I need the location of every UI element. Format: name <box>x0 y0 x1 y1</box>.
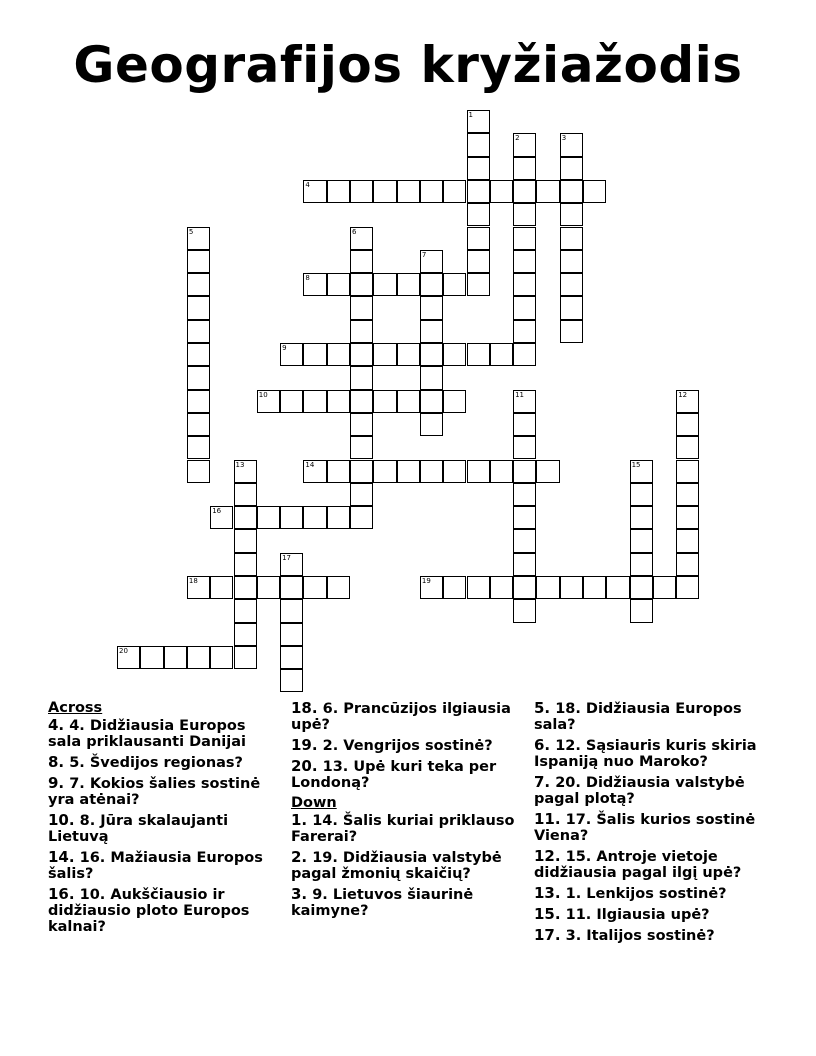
clue-item <box>291 849 526 882</box>
clue-item <box>48 849 283 882</box>
cell-number: 6 <box>352 227 357 236</box>
grid-cell[interactable] <box>280 623 303 646</box>
clue-text: 8. Jūra skalaujanti Lietuvą <box>48 813 229 845</box>
grid-cell[interactable] <box>327 576 350 599</box>
grid-cell[interactable] <box>490 343 513 366</box>
grid-cell[interactable] <box>280 576 303 599</box>
clue-item <box>291 886 526 919</box>
clue-text: 4. Didžiausia Europos sala priklausanti Danijai <box>48 718 246 750</box>
grid-cell[interactable] <box>443 390 466 413</box>
clues-column-1 <box>48 700 283 939</box>
clue-text: 18. Didžiausia Europos sala? <box>534 701 742 733</box>
clue-item <box>534 700 769 733</box>
cell-number: 12 <box>678 390 688 399</box>
grid-cell[interactable] <box>397 180 420 203</box>
clue-number: 12. <box>534 847 561 865</box>
clue-item <box>48 812 283 845</box>
grid-cell[interactable] <box>560 157 583 180</box>
grid-cell[interactable] <box>676 436 699 459</box>
grid-cell[interactable] <box>187 227 210 250</box>
grid-cell[interactable] <box>630 576 653 599</box>
cell-number: 19 <box>421 577 431 585</box>
grid-cell[interactable] <box>420 576 443 599</box>
grid-cell[interactable] <box>630 529 653 552</box>
grid-cell[interactable] <box>467 227 490 250</box>
clue-number: 14. <box>48 848 75 866</box>
grid-cell[interactable] <box>467 576 490 599</box>
grid-cell[interactable] <box>676 506 699 529</box>
grid-cell[interactable] <box>373 343 396 366</box>
grid-cell[interactable] <box>420 366 443 389</box>
grid-cell[interactable] <box>560 273 583 296</box>
grid-cell[interactable] <box>210 646 233 669</box>
grid-cell[interactable] <box>513 180 536 203</box>
grid-cell[interactable] <box>234 460 257 483</box>
grid-cell[interactable] <box>560 180 583 203</box>
cell-number: 8 <box>305 274 310 283</box>
grid-cell[interactable] <box>303 180 326 203</box>
clue-text: 19. Didžiausia valstybė pagal žmonių skaičių? <box>291 850 502 882</box>
grid-cell[interactable] <box>234 623 257 646</box>
clues-heading: Across <box>48 700 103 716</box>
grid-cell[interactable] <box>513 227 536 250</box>
grid-cell[interactable] <box>187 460 210 483</box>
grid-cell[interactable] <box>373 460 396 483</box>
clue-item <box>291 700 526 733</box>
clue-number: 20. <box>291 757 318 775</box>
grid-cell[interactable] <box>467 133 490 156</box>
grid-cell[interactable] <box>420 296 443 319</box>
page-title: Geografijos kryžiažodis <box>73 36 743 94</box>
grid-cell[interactable] <box>513 529 536 552</box>
clue-number: 15. <box>534 905 561 923</box>
clue-text: 14. Šalis kuriai priklauso Farerai? <box>291 813 515 845</box>
grid-cell[interactable] <box>420 273 443 296</box>
grid-cell[interactable] <box>583 180 606 203</box>
clue-number: 9. <box>48 774 65 792</box>
clue-number: 7. <box>534 773 551 791</box>
grid-cell[interactable] <box>630 599 653 622</box>
grid-cell[interactable] <box>513 390 536 413</box>
grid-cell[interactable] <box>234 506 257 529</box>
grid-cell[interactable] <box>397 343 420 366</box>
grid-cell[interactable] <box>350 296 373 319</box>
cell-number: 3 <box>561 134 567 143</box>
grid-cell[interactable] <box>420 250 443 273</box>
grid-cell[interactable] <box>327 390 350 413</box>
clue-text: 12. Sąsiauris kuris skiria Ispaniją nuo Maroko? <box>534 738 757 770</box>
grid-cell[interactable] <box>280 506 303 529</box>
clue-item <box>534 885 769 902</box>
grid-cell[interactable] <box>513 343 536 366</box>
grid-cell[interactable] <box>630 460 653 483</box>
grid-cell[interactable] <box>187 646 210 669</box>
clue-number: 13. <box>534 884 561 902</box>
cell-number: 14 <box>305 460 315 469</box>
clue-text: 9. Lietuvos šiaurinė kaimyne? <box>291 887 474 919</box>
clue-item <box>291 812 526 845</box>
clue-text: 1. Lenkijos sostinė? <box>560 886 727 902</box>
clue-item <box>534 927 769 944</box>
cell-number: 13 <box>235 460 245 469</box>
clue-number: 5. <box>534 699 551 717</box>
grid-cell[interactable] <box>630 506 653 529</box>
grid-cell[interactable] <box>327 506 350 529</box>
grid-cell[interactable] <box>350 273 373 296</box>
grid-cell[interactable] <box>513 296 536 319</box>
clue-number: 19. <box>291 736 318 754</box>
grid-cell[interactable] <box>280 669 303 692</box>
grid-cell[interactable] <box>257 506 280 529</box>
grid-cell[interactable] <box>443 576 466 599</box>
clues-column-2 <box>291 700 526 923</box>
clue-text: 5. Švedijos regionas? <box>64 755 243 771</box>
grid-cell[interactable] <box>560 227 583 250</box>
grid-cell[interactable] <box>420 460 443 483</box>
grid-cell[interactable] <box>560 296 583 319</box>
grid-cell[interactable] <box>350 227 373 250</box>
clue-item <box>534 737 769 770</box>
clue-text: 3. Italijos sostinė? <box>560 928 715 944</box>
cell-number: 2 <box>515 134 520 143</box>
grid-cell[interactable] <box>210 576 233 599</box>
grid-cell[interactable] <box>420 180 443 203</box>
grid-cell[interactable] <box>467 460 490 483</box>
grid-cell[interactable] <box>350 390 373 413</box>
cell-number: 9 <box>282 344 287 352</box>
clue-number: 3. <box>291 885 308 903</box>
clue-item <box>534 774 769 807</box>
grid-cell[interactable] <box>676 413 699 436</box>
grid-cell[interactable] <box>397 273 420 296</box>
grid-cell[interactable] <box>676 390 699 413</box>
clue-number: 2. <box>291 848 308 866</box>
cell-number: 17 <box>282 553 292 562</box>
grid-cell[interactable] <box>513 553 536 576</box>
grid-cell[interactable] <box>350 506 373 529</box>
grid-cell[interactable] <box>373 390 396 413</box>
grid-cell[interactable] <box>536 576 559 599</box>
grid-cell[interactable] <box>187 343 210 366</box>
grid-cell[interactable] <box>187 296 210 319</box>
grid-cell[interactable] <box>630 553 653 576</box>
clue-item <box>534 906 769 923</box>
grid-cell[interactable] <box>676 553 699 576</box>
grid-cell[interactable] <box>303 390 326 413</box>
grid-cell[interactable] <box>420 413 443 436</box>
clue-item <box>48 775 283 808</box>
grid-cell[interactable] <box>513 320 536 343</box>
grid-cell[interactable] <box>490 576 513 599</box>
grid-cell[interactable] <box>117 646 140 669</box>
cell-number: 16 <box>212 507 222 516</box>
grid-cell[interactable] <box>187 273 210 296</box>
grid-cell[interactable] <box>490 180 513 203</box>
clue-text: 11. Ilgiausia upė? <box>560 907 710 923</box>
clues-column-3 <box>534 700 769 948</box>
cell-number: 15 <box>631 460 641 469</box>
cell-number: 18 <box>188 577 198 585</box>
grid-cell[interactable] <box>653 576 676 599</box>
grid-cell[interactable] <box>350 460 373 483</box>
grid-cell[interactable] <box>513 460 536 483</box>
grid-cell[interactable] <box>560 320 583 343</box>
grid-cell[interactable] <box>234 529 257 552</box>
grid-cell[interactable] <box>327 273 350 296</box>
clue-number: 11. <box>534 810 561 828</box>
grid-cell[interactable] <box>467 343 490 366</box>
grid-cell[interactable] <box>257 576 280 599</box>
grid-cell[interactable] <box>280 343 303 366</box>
grid-cell[interactable] <box>420 320 443 343</box>
grid-cell[interactable] <box>513 413 536 436</box>
clue-text: 10. Aukščiausio ir didžiausio ploto Europos kalnai? <box>48 887 250 935</box>
grid-cell[interactable] <box>187 366 210 389</box>
grid-cell[interactable] <box>187 390 210 413</box>
cell-number: 11 <box>515 390 525 399</box>
clue-number: 16. <box>48 885 75 903</box>
grid-cell[interactable] <box>327 180 350 203</box>
cell-number: 5 <box>188 227 194 236</box>
grid-cell[interactable] <box>303 460 326 483</box>
clue-item <box>48 886 283 935</box>
grid-cell[interactable] <box>187 413 210 436</box>
grid-cell[interactable] <box>327 343 350 366</box>
grid-cell[interactable] <box>350 413 373 436</box>
clue-number: 10. <box>48 811 75 829</box>
grid-cell[interactable] <box>513 576 536 599</box>
grid-cell[interactable] <box>350 180 373 203</box>
clue-number: 17. <box>534 926 561 944</box>
grid-cell[interactable] <box>257 390 280 413</box>
grid-cell[interactable] <box>513 436 536 459</box>
clue-text: 7. Kokios šalies sostinė yra atėnai? <box>48 776 261 808</box>
grid-cell[interactable] <box>676 529 699 552</box>
grid-cell[interactable] <box>467 203 490 226</box>
grid-cell[interactable] <box>210 506 233 529</box>
grid-cell[interactable] <box>303 506 326 529</box>
grid-cell[interactable] <box>373 180 396 203</box>
grid-cell[interactable] <box>513 273 536 296</box>
clue-number: 4. <box>48 716 65 734</box>
grid-cell[interactable] <box>676 460 699 483</box>
clue-text: 13. Upė kuri teka per Londoną? <box>291 759 497 791</box>
clue-item <box>48 754 283 771</box>
clue-number: 8. <box>48 753 65 771</box>
grid-cell[interactable] <box>606 576 629 599</box>
grid-cell[interactable] <box>234 646 257 669</box>
grid-cell[interactable] <box>536 460 559 483</box>
grid-cell[interactable] <box>513 506 536 529</box>
grid-cell[interactable] <box>513 250 536 273</box>
grid-cell[interactable] <box>373 273 396 296</box>
grid-cell[interactable] <box>280 553 303 576</box>
grid-cell[interactable] <box>560 576 583 599</box>
grid-cell[interactable] <box>420 390 443 413</box>
clue-text: 15. Antroje vietoje didžiausia pagal ilgį upė? <box>534 849 742 881</box>
grid-cell[interactable] <box>280 599 303 622</box>
grid-cell[interactable] <box>303 576 326 599</box>
clue-text: 6. Prancūzijos ilgiausia upė? <box>291 701 511 733</box>
grid-cell[interactable] <box>513 133 536 156</box>
grid-cell[interactable] <box>397 460 420 483</box>
grid-cell[interactable] <box>327 460 350 483</box>
clue-text: 16. Mažiausia Europos šalis? <box>48 850 263 882</box>
grid-cell[interactable] <box>560 133 583 156</box>
clue-item <box>291 758 526 791</box>
grid-cell[interactable] <box>490 460 513 483</box>
grid-cell[interactable] <box>443 343 466 366</box>
grid-cell[interactable] <box>140 646 163 669</box>
grid-cell[interactable] <box>467 250 490 273</box>
grid-cell[interactable] <box>560 250 583 273</box>
clue-number: 1. <box>291 811 308 829</box>
grid-cell[interactable] <box>513 483 536 506</box>
clue-number: 6. <box>534 736 551 754</box>
grid-cell[interactable] <box>513 157 536 180</box>
cell-number: 7 <box>421 250 427 259</box>
cell-number: 20 <box>119 646 128 655</box>
grid-cell[interactable] <box>234 553 257 576</box>
grid-cell[interactable] <box>443 273 466 296</box>
cell-number: 10 <box>258 390 268 399</box>
clue-item <box>291 737 526 754</box>
grid-cell[interactable] <box>443 180 466 203</box>
grid-cell[interactable] <box>676 576 699 599</box>
clue-item <box>534 811 769 844</box>
grid-cell[interactable] <box>536 180 559 203</box>
clue-item <box>48 717 283 750</box>
grid-cell[interactable] <box>676 483 699 506</box>
clue-text: 2. Vengrijos sostinė? <box>317 738 493 754</box>
grid-cell[interactable] <box>303 343 326 366</box>
grid-cell[interactable] <box>187 436 210 459</box>
grid-cell[interactable] <box>350 250 373 273</box>
clue-item <box>534 848 769 881</box>
grid-cell[interactable] <box>280 646 303 669</box>
cell-number: 1 <box>468 111 473 119</box>
grid-cell[interactable] <box>350 436 373 459</box>
grid-cell[interactable] <box>583 576 606 599</box>
grid-cell[interactable] <box>164 646 187 669</box>
grid-cell[interactable] <box>350 483 373 506</box>
clue-text: 17. Šalis kurios sostinė Viena? <box>534 812 756 844</box>
grid-cell[interactable] <box>350 320 373 343</box>
grid-cell[interactable] <box>443 460 466 483</box>
grid-cell[interactable] <box>187 250 210 273</box>
grid-cell[interactable] <box>234 483 257 506</box>
grid-cell[interactable] <box>513 599 536 622</box>
grid-cell[interactable] <box>560 203 583 226</box>
grid-cell[interactable] <box>467 273 490 296</box>
grid-cell[interactable] <box>234 599 257 622</box>
grid-cell[interactable] <box>187 576 210 599</box>
grid-cell[interactable] <box>187 320 210 343</box>
grid-cell[interactable] <box>234 576 257 599</box>
grid-cell[interactable] <box>513 203 536 226</box>
grid-cell[interactable] <box>630 483 653 506</box>
grid-cell[interactable] <box>397 390 420 413</box>
grid-cell[interactable] <box>467 110 490 133</box>
grid-cell[interactable] <box>420 343 443 366</box>
grid-cell[interactable] <box>303 273 326 296</box>
grid-cell[interactable] <box>467 180 490 203</box>
grid-cell[interactable] <box>280 390 303 413</box>
grid-cell[interactable] <box>350 343 373 366</box>
clues-heading: Down <box>291 795 337 811</box>
clue-text: 20. Didžiausia valstybė pagal plotą? <box>534 775 745 807</box>
clue-number: 18. <box>291 699 318 717</box>
cell-number: 4 <box>305 180 310 189</box>
grid-cell[interactable] <box>350 366 373 389</box>
grid-cell[interactable] <box>467 157 490 180</box>
